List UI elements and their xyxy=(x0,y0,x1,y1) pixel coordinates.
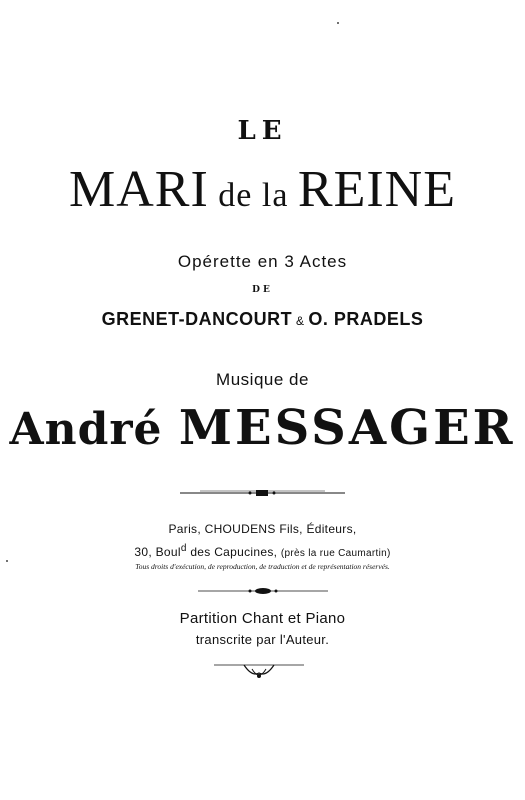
paper-speck xyxy=(6,560,8,562)
author-pradels: O. PRADELS xyxy=(308,309,424,329)
edition-subtitle: transcrite par l'Auteur. xyxy=(195,632,330,647)
de-label: DE xyxy=(252,285,273,295)
title-article: LE xyxy=(237,116,288,146)
publisher-line: Paris, CHOUDENS Fils, Éditeurs, xyxy=(168,522,357,536)
address-rest: des Capucines, xyxy=(186,545,281,559)
paper-speck xyxy=(337,22,339,24)
publisher-address xyxy=(0,543,525,559)
composer-first-name: André xyxy=(9,404,179,455)
author-grenet-dancourt: GRENET-DANCOURT xyxy=(101,309,293,329)
title-mari: MARI xyxy=(68,161,209,218)
edition-title: Partition Chant et Piano xyxy=(179,610,346,627)
ornament-flourish xyxy=(214,659,304,683)
composer-name xyxy=(0,400,525,456)
music-by-label: Musique de xyxy=(216,370,309,389)
title-de-la: de la xyxy=(208,177,298,214)
authors xyxy=(0,309,525,330)
main-title xyxy=(0,160,525,219)
ornament-divider-1 xyxy=(180,487,345,499)
address-note: (près la rue Caumartin) xyxy=(280,548,391,559)
title-reine: REINE xyxy=(297,161,457,218)
authors-ampersand: & xyxy=(292,314,309,328)
subtitle: Opérette en 3 Actes xyxy=(177,252,348,271)
rights-notice: Tous droits d'exécution, de reproduction, de traduction et de représentation réservés. xyxy=(135,562,390,571)
composer-last-name: MESSAGER xyxy=(178,400,516,456)
address-superscript: d xyxy=(180,543,187,554)
address-street: 30, Boul xyxy=(134,545,181,559)
ornament-divider-2 xyxy=(198,586,328,596)
